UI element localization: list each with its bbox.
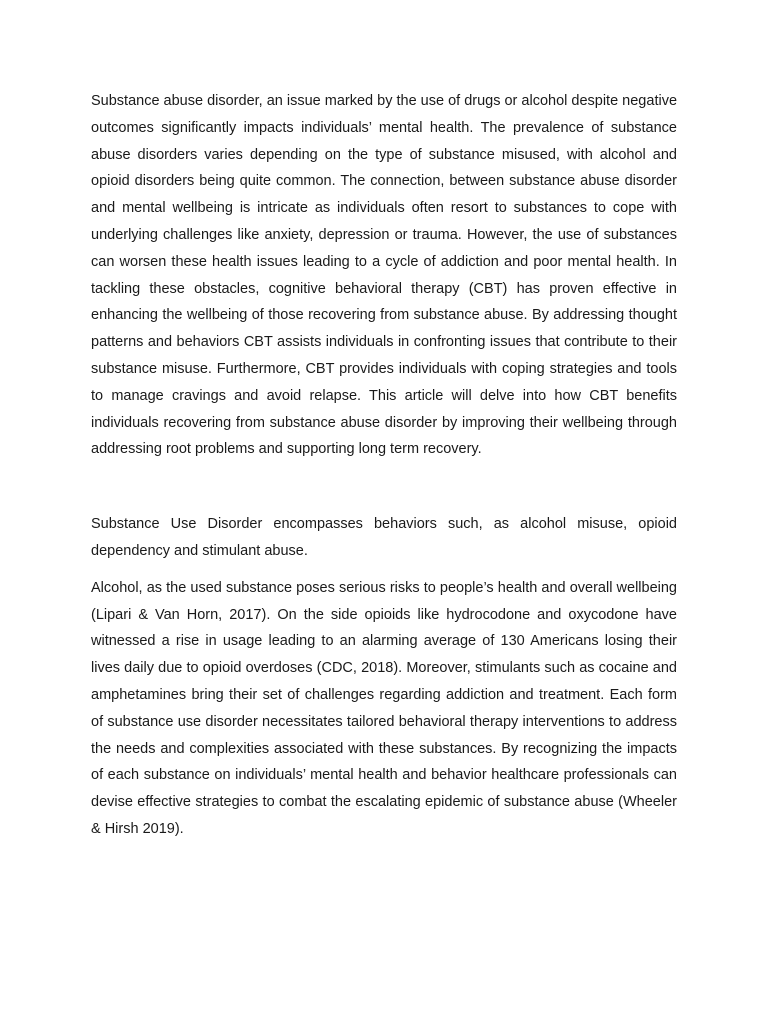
- document-body: [91, 88, 677, 843]
- paragraph-intro: Substance abuse disorder, an issue marked by the use of drugs or alcohol despite negative outcomes significantly impacts individuals’ mental health. The prevalence of substance abuse disorders varies depending on the type of substance misused, with alcohol and opioid disorders being quite common. The connection, between substance abuse disorder and mental wellbeing is intricate as individuals often resort to substances to cope with underlying challenges like anxiety, depression or trauma. However, the use of substances can worsen these health issues leading to a cycle of addiction and poor mental health. In tackling these obstacles, cognitive behavioral therapy (CBT) has proven effective in enhancing the wellbeing of those recovering from substance abuse. By addressing thought patterns and behaviors CBT assists individuals in confronting issues that contribute to their substance misuse. Furthermore, CBT provides individuals with coping strategies and tools to manage cravings and avoid relapse. This article will delve into how CBT benefits individuals recovering from substance abuse disorder by improving their wellbeing through addressing root problems and supporting long term recovery.: [91, 93, 678, 458]
- paragraph-substance-types: Alcohol, as the used substance poses serious risks to people’s health and overall wellbeing (Lipari & Van Horn, 2017). On the side opioids like hydrocodone and oxycodone have witnessed a rise in usage leading to an alarming average of 130 Americans losing their lives daily due to opioid overdoses (CDC, 2018). Moreover, stimulants such as cocaine and amphetamines bring their set of challenges regarding addiction and treatment. Each form of substance use disorder necessitates tailored behavioral therapy interventions to address the needs and complexities associated with these substances. By recognizing the impacts of each substance on individuals’ mental health and behavior healthcare professionals can devise effective strategies to combat the escalating epidemic of substance abuse (Wheeler & Hirsh 2019).: [91, 579, 677, 837]
- paragraph-sud-definition: Substance Use Disorder encompasses behaviors such, as alcohol misuse, opioid dependency and stimulant abuse.: [91, 516, 677, 559]
